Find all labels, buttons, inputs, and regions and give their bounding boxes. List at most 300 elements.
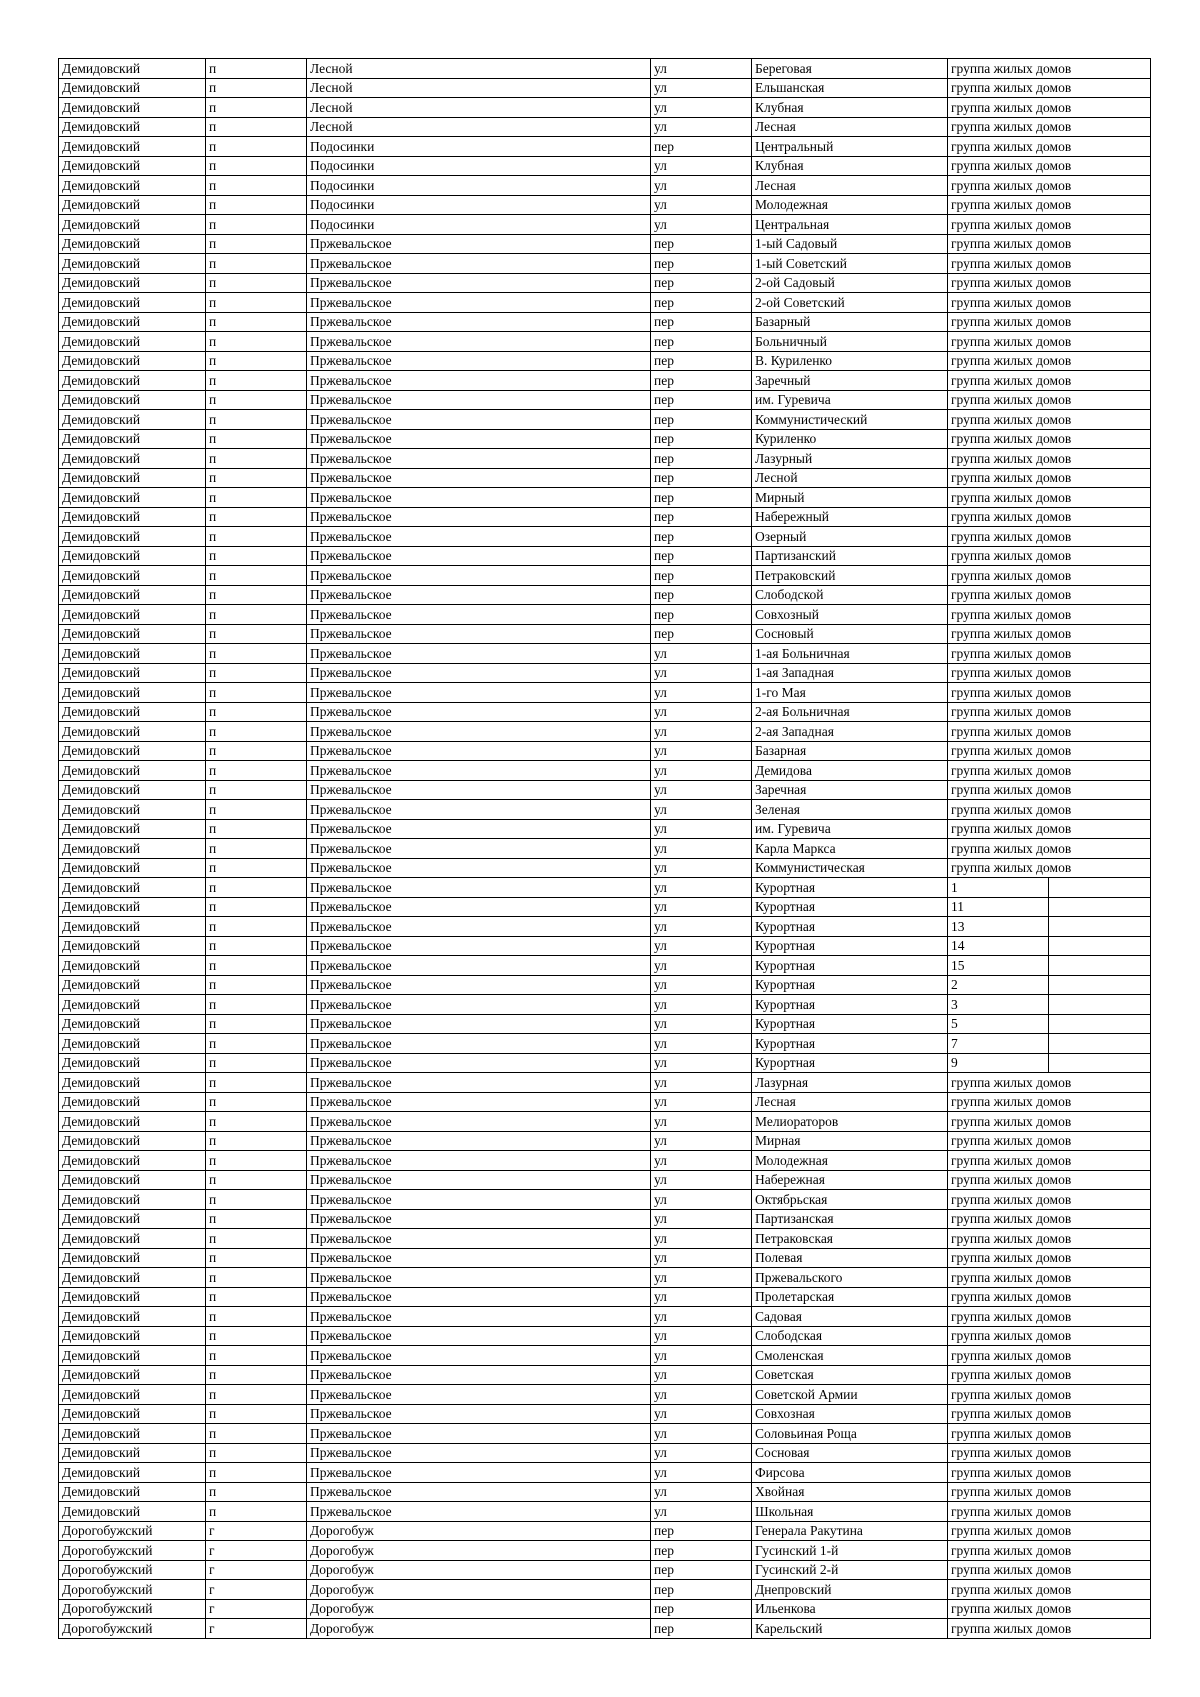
settlement-name-cell: Пржевальское (307, 683, 651, 703)
street-name-cell: Мелиораторов (752, 1112, 948, 1132)
street-type-cell: ул (651, 1248, 752, 1268)
table-row (59, 1599, 1151, 1619)
settlement-type-cell: п (206, 254, 307, 274)
building-extra-cell (1049, 975, 1151, 995)
settlement-type-cell: п (206, 78, 307, 98)
settlement-type-cell: п (206, 390, 307, 410)
table-row (59, 1248, 1151, 1268)
table-row (59, 1521, 1151, 1541)
street-name-cell: Лазурный (752, 449, 948, 469)
street-type-cell: ул (651, 1365, 752, 1385)
table-row (59, 644, 1151, 664)
settlement-name-cell: Пржевальское (307, 1424, 651, 1444)
table-row (59, 1131, 1151, 1151)
table-row (59, 702, 1151, 722)
street-type-cell: ул (651, 1092, 752, 1112)
settlement-type-cell: п (206, 312, 307, 332)
building-cell: группа жилых домов (948, 1073, 1151, 1093)
district-cell: Демидовский (59, 897, 206, 917)
street-name-cell: Ельшанская (752, 78, 948, 98)
street-name-cell: Центральная (752, 215, 948, 235)
street-type-cell: ул (651, 722, 752, 742)
building-cell: группа жилых домов (948, 663, 1151, 683)
building-extra-cell (1049, 1014, 1151, 1034)
street-type-cell: ул (651, 644, 752, 664)
district-cell: Демидовский (59, 1365, 206, 1385)
settlement-name-cell: Пржевальское (307, 507, 651, 527)
settlement-name-cell: Пржевальское (307, 1385, 651, 1405)
street-type-cell: пер (651, 1541, 752, 1561)
street-name-cell: Мирный (752, 488, 948, 508)
settlement-name-cell: Пржевальское (307, 371, 651, 391)
street-name-cell: Пржевальского (752, 1268, 948, 1288)
district-cell: Демидовский (59, 98, 206, 118)
building-cell: 14 (948, 936, 1049, 956)
settlement-name-cell: Подосинки (307, 215, 651, 235)
table-row (59, 527, 1151, 547)
settlement-name-cell: Пржевальское (307, 273, 651, 293)
street-name-cell: Озерный (752, 527, 948, 547)
street-type-cell: пер (651, 527, 752, 547)
settlement-type-cell: п (206, 195, 307, 215)
district-cell: Демидовский (59, 234, 206, 254)
street-type-cell: ул (651, 683, 752, 703)
street-type-cell: пер (651, 234, 752, 254)
table-row (59, 1365, 1151, 1385)
settlement-name-cell: Пржевальское (307, 761, 651, 781)
street-type-cell: пер (651, 488, 752, 508)
settlement-name-cell: Пржевальское (307, 546, 651, 566)
building-extra-cell (1049, 897, 1151, 917)
street-name-cell: Генерала Ракутина (752, 1521, 948, 1541)
settlement-type-cell: п (206, 137, 307, 157)
street-name-cell: Хвойная (752, 1482, 948, 1502)
settlement-type-cell: п (206, 936, 307, 956)
settlement-type-cell: п (206, 273, 307, 293)
settlement-type-cell: п (206, 605, 307, 625)
settlement-type-cell: г (206, 1619, 307, 1639)
settlement-name-cell: Пржевальское (307, 1229, 651, 1249)
street-type-cell: ул (651, 195, 752, 215)
settlement-type-cell: г (206, 1521, 307, 1541)
street-name-cell: Гусинский 2-й (752, 1560, 948, 1580)
street-name-cell: Лесной (752, 468, 948, 488)
district-cell: Демидовский (59, 137, 206, 157)
street-name-cell: Карла Маркса (752, 839, 948, 859)
street-name-cell: Лесная (752, 1092, 948, 1112)
table-row (59, 1385, 1151, 1405)
table-row (59, 293, 1151, 313)
street-type-cell: ул (651, 1190, 752, 1210)
settlement-name-cell: Пржевальское (307, 1482, 651, 1502)
district-cell: Демидовский (59, 527, 206, 547)
settlement-name-cell: Пржевальское (307, 605, 651, 625)
settlement-type-cell: п (206, 1326, 307, 1346)
building-cell: группа жилых домов (948, 293, 1151, 313)
settlement-name-cell: Пржевальское (307, 351, 651, 371)
building-cell: группа жилых домов (948, 683, 1151, 703)
street-type-cell: ул (651, 936, 752, 956)
street-type-cell: ул (651, 741, 752, 761)
building-cell: группа жилых домов (948, 488, 1151, 508)
settlement-type-cell: п (206, 1073, 307, 1093)
district-cell: Демидовский (59, 1443, 206, 1463)
table-row (59, 312, 1151, 332)
settlement-type-cell: п (206, 117, 307, 137)
street-name-cell: Базарная (752, 741, 948, 761)
settlement-name-cell: Подосинки (307, 195, 651, 215)
settlement-type-cell: г (206, 1599, 307, 1619)
building-cell: 9 (948, 1053, 1049, 1073)
district-cell: Демидовский (59, 585, 206, 605)
settlement-type-cell: п (206, 1502, 307, 1522)
street-type-cell: пер (651, 312, 752, 332)
street-type-cell: ул (651, 917, 752, 937)
table-row (59, 1112, 1151, 1132)
district-cell: Демидовский (59, 410, 206, 430)
building-cell: 2 (948, 975, 1049, 995)
street-type-cell: пер (651, 1619, 752, 1639)
table-row (59, 273, 1151, 293)
building-cell: группа жилых домов (948, 117, 1151, 137)
table-row (59, 1073, 1151, 1093)
district-cell: Демидовский (59, 1151, 206, 1171)
district-cell: Демидовский (59, 956, 206, 976)
settlement-name-cell: Пржевальское (307, 702, 651, 722)
street-type-cell: ул (651, 956, 752, 976)
building-cell: группа жилых домов (948, 156, 1151, 176)
table-row (59, 1307, 1151, 1327)
settlement-type-cell: п (206, 761, 307, 781)
building-cell: группа жилых домов (948, 702, 1151, 722)
building-cell: группа жилых домов (948, 761, 1151, 781)
building-cell: группа жилых домов (948, 1287, 1151, 1307)
street-name-cell: Коммунистический (752, 410, 948, 430)
building-cell: группа жилых домов (948, 1560, 1151, 1580)
street-type-cell: ул (651, 1287, 752, 1307)
street-name-cell: Набережный (752, 507, 948, 527)
building-cell: группа жилых домов (948, 585, 1151, 605)
settlement-type-cell: п (206, 1385, 307, 1405)
street-type-cell: пер (651, 507, 752, 527)
settlement-name-cell: Пржевальское (307, 390, 651, 410)
street-name-cell: Садовая (752, 1307, 948, 1327)
settlement-type-cell: п (206, 449, 307, 469)
street-name-cell: Клубная (752, 156, 948, 176)
settlement-name-cell: Пржевальское (307, 1170, 651, 1190)
settlement-name-cell: Пржевальское (307, 1502, 651, 1522)
settlement-name-cell: Дорогобуж (307, 1599, 651, 1619)
settlement-name-cell: Пржевальское (307, 429, 651, 449)
settlement-name-cell: Лесной (307, 117, 651, 137)
street-name-cell: Гусинский 1-й (752, 1541, 948, 1561)
street-type-cell: пер (651, 429, 752, 449)
district-cell: Демидовский (59, 975, 206, 995)
settlement-name-cell: Пржевальское (307, 1307, 651, 1327)
building-cell: группа жилых домов (948, 390, 1151, 410)
district-cell: Демидовский (59, 917, 206, 937)
district-cell: Демидовский (59, 117, 206, 137)
street-name-cell: Заречная (752, 780, 948, 800)
settlement-type-cell: п (206, 1131, 307, 1151)
table-row (59, 1326, 1151, 1346)
building-cell: группа жилых домов (948, 234, 1151, 254)
table-row (59, 156, 1151, 176)
district-cell: Демидовский (59, 273, 206, 293)
street-type-cell: пер (651, 605, 752, 625)
street-name-cell: 1-ая Западная (752, 663, 948, 683)
street-name-cell: 1-ый Советский (752, 254, 948, 274)
settlement-name-cell: Дорогобуж (307, 1521, 651, 1541)
district-cell: Демидовский (59, 449, 206, 469)
street-name-cell: Клубная (752, 98, 948, 118)
district-cell: Демидовский (59, 78, 206, 98)
district-cell: Демидовский (59, 1014, 206, 1034)
district-cell: Демидовский (59, 644, 206, 664)
district-cell: Демидовский (59, 780, 206, 800)
street-name-cell: Курортная (752, 897, 948, 917)
settlement-name-cell: Пржевальское (307, 449, 651, 469)
settlement-name-cell: Пржевальское (307, 1443, 651, 1463)
street-type-cell: ул (651, 819, 752, 839)
district-cell: Демидовский (59, 1463, 206, 1483)
building-cell: группа жилых домов (948, 195, 1151, 215)
table-row (59, 1463, 1151, 1483)
table-row (59, 1346, 1151, 1366)
street-type-cell: ул (651, 1326, 752, 1346)
street-name-cell: Карельский (752, 1619, 948, 1639)
street-type-cell: ул (651, 897, 752, 917)
building-cell: группа жилых домов (948, 1248, 1151, 1268)
table-row (59, 332, 1151, 352)
settlement-name-cell: Пржевальское (307, 858, 651, 878)
table-row (59, 683, 1151, 703)
district-cell: Демидовский (59, 566, 206, 586)
street-name-cell: 1-ый Садовый (752, 234, 948, 254)
settlement-type-cell: п (206, 722, 307, 742)
settlement-type-cell: п (206, 585, 307, 605)
settlement-type-cell: п (206, 995, 307, 1015)
street-type-cell: ул (651, 1404, 752, 1424)
street-type-cell: пер (651, 624, 752, 644)
building-extra-cell (1049, 995, 1151, 1015)
table-row (59, 780, 1151, 800)
table-row (59, 800, 1151, 820)
table-row (59, 195, 1151, 215)
table-row (59, 449, 1151, 469)
building-cell: группа жилых домов (948, 312, 1151, 332)
building-extra-cell (1049, 936, 1151, 956)
settlement-type-cell: п (206, 1482, 307, 1502)
building-cell: группа жилых домов (948, 527, 1151, 547)
table-row (59, 468, 1151, 488)
district-cell: Демидовский (59, 1307, 206, 1327)
building-cell: группа жилых домов (948, 780, 1151, 800)
building-extra-cell (1049, 956, 1151, 976)
settlement-name-cell: Пржевальское (307, 293, 651, 313)
table-row (59, 722, 1151, 742)
district-cell: Демидовский (59, 488, 206, 508)
settlement-name-cell: Пржевальское (307, 819, 651, 839)
table-row (59, 1229, 1151, 1249)
settlement-type-cell: п (206, 741, 307, 761)
building-cell: группа жилых домов (948, 1502, 1151, 1522)
building-cell: группа жилых домов (948, 1190, 1151, 1210)
settlement-name-cell: Пржевальское (307, 566, 651, 586)
street-type-cell: ул (651, 663, 752, 683)
settlement-name-cell: Пржевальское (307, 1346, 651, 1366)
district-cell: Демидовский (59, 546, 206, 566)
table-row (59, 215, 1151, 235)
building-cell: 5 (948, 1014, 1049, 1034)
settlement-name-cell: Пржевальское (307, 780, 651, 800)
address-table (58, 58, 1151, 1639)
building-cell: группа жилых домов (948, 1619, 1151, 1639)
table-row (59, 936, 1151, 956)
district-cell: Демидовский (59, 1112, 206, 1132)
settlement-name-cell: Пржевальское (307, 1131, 651, 1151)
street-type-cell: пер (651, 410, 752, 430)
building-extra-cell (1049, 878, 1151, 898)
street-type-cell: ул (651, 1151, 752, 1171)
building-cell: группа жилых домов (948, 332, 1151, 352)
street-name-cell: Зеленая (752, 800, 948, 820)
settlement-name-cell: Пржевальское (307, 995, 651, 1015)
street-name-cell: Молодежная (752, 195, 948, 215)
district-cell: Дорогобужский (59, 1521, 206, 1541)
settlement-name-cell: Пржевальское (307, 800, 651, 820)
street-type-cell: пер (651, 1580, 752, 1600)
settlement-name-cell: Пржевальское (307, 663, 651, 683)
settlement-type-cell: п (206, 1307, 307, 1327)
settlement-name-cell: Дорогобуж (307, 1541, 651, 1561)
building-cell: группа жилых домов (948, 1482, 1151, 1502)
settlement-type-cell: п (206, 156, 307, 176)
building-cell: группа жилых домов (948, 1326, 1151, 1346)
street-name-cell: Совхозный (752, 605, 948, 625)
street-name-cell: Партизанская (752, 1209, 948, 1229)
district-cell: Дорогобужский (59, 1560, 206, 1580)
street-type-cell: ул (651, 1424, 752, 1444)
settlement-type-cell: п (206, 1229, 307, 1249)
settlement-type-cell: п (206, 683, 307, 703)
settlement-name-cell: Пржевальское (307, 1073, 651, 1093)
street-type-cell: пер (651, 1599, 752, 1619)
settlement-name-cell: Пржевальское (307, 1365, 651, 1385)
building-cell: группа жилых домов (948, 1346, 1151, 1366)
street-name-cell: Коммунистическая (752, 858, 948, 878)
building-extra-cell (1049, 1053, 1151, 1073)
district-cell: Демидовский (59, 1190, 206, 1210)
district-cell: Демидовский (59, 156, 206, 176)
table-row (59, 663, 1151, 683)
address-table-body (59, 59, 1151, 1639)
district-cell: Демидовский (59, 995, 206, 1015)
street-name-cell: Полевая (752, 1248, 948, 1268)
district-cell: Демидовский (59, 1131, 206, 1151)
settlement-name-cell: Пржевальское (307, 1209, 651, 1229)
district-cell: Демидовский (59, 800, 206, 820)
settlement-name-cell: Пржевальское (307, 1053, 651, 1073)
district-cell: Демидовский (59, 741, 206, 761)
building-cell: группа жилых домов (948, 1209, 1151, 1229)
building-cell: группа жилых домов (948, 1599, 1151, 1619)
street-type-cell: ул (651, 995, 752, 1015)
settlement-type-cell: п (206, 293, 307, 313)
district-cell: Демидовский (59, 1287, 206, 1307)
table-row (59, 1268, 1151, 1288)
settlement-type-cell: п (206, 546, 307, 566)
building-cell: 3 (948, 995, 1049, 1015)
settlement-type-cell: п (206, 1346, 307, 1366)
settlement-type-cell: п (206, 858, 307, 878)
street-type-cell: пер (651, 351, 752, 371)
settlement-name-cell: Пржевальское (307, 878, 651, 898)
settlement-name-cell: Пржевальское (307, 975, 651, 995)
building-cell: группа жилых домов (948, 722, 1151, 742)
district-cell: Демидовский (59, 1268, 206, 1288)
district-cell: Дорогобужский (59, 1619, 206, 1639)
table-row (59, 605, 1151, 625)
district-cell: Демидовский (59, 624, 206, 644)
building-cell: группа жилых домов (948, 1443, 1151, 1463)
district-cell: Демидовский (59, 1229, 206, 1249)
street-type-cell: ул (651, 78, 752, 98)
settlement-name-cell: Пржевальское (307, 897, 651, 917)
building-cell: группа жилых домов (948, 1229, 1151, 1249)
building-extra-cell (1049, 1034, 1151, 1054)
street-name-cell: Курортная (752, 975, 948, 995)
building-cell: группа жилых домов (948, 1521, 1151, 1541)
settlement-name-cell: Пржевальское (307, 1404, 651, 1424)
settlement-name-cell: Подосинки (307, 176, 651, 196)
street-type-cell: ул (651, 1268, 752, 1288)
table-row (59, 1053, 1151, 1073)
table-row (59, 897, 1151, 917)
building-cell: группа жилых домов (948, 566, 1151, 586)
street-name-cell: Смоленская (752, 1346, 948, 1366)
street-type-cell: пер (651, 566, 752, 586)
street-name-cell: 1-го Мая (752, 683, 948, 703)
building-cell: группа жилых домов (948, 429, 1151, 449)
settlement-type-cell: п (206, 1014, 307, 1034)
street-type-cell: пер (651, 332, 752, 352)
settlement-name-cell: Пржевальское (307, 527, 651, 547)
street-type-cell: ул (651, 215, 752, 235)
settlement-name-cell: Дорогобуж (307, 1619, 651, 1639)
table-row (59, 507, 1151, 527)
settlement-name-cell: Дорогобуж (307, 1580, 651, 1600)
settlement-name-cell: Пржевальское (307, 468, 651, 488)
settlement-type-cell: п (206, 59, 307, 79)
building-cell: группа жилых домов (948, 137, 1151, 157)
settlement-type-cell: п (206, 624, 307, 644)
street-type-cell: ул (651, 1346, 752, 1366)
district-cell: Демидовский (59, 1326, 206, 1346)
street-name-cell: 2-ой Советский (752, 293, 948, 313)
street-type-cell: ул (651, 1463, 752, 1483)
district-cell: Демидовский (59, 293, 206, 313)
district-cell: Дорогобужский (59, 1580, 206, 1600)
street-name-cell: Школьная (752, 1502, 948, 1522)
settlement-type-cell: п (206, 1112, 307, 1132)
district-cell: Демидовский (59, 468, 206, 488)
settlement-name-cell: Дорогобуж (307, 1560, 651, 1580)
street-type-cell: пер (651, 293, 752, 313)
settlement-name-cell: Пржевальское (307, 936, 651, 956)
settlement-type-cell: п (206, 468, 307, 488)
street-name-cell: Заречный (752, 371, 948, 391)
